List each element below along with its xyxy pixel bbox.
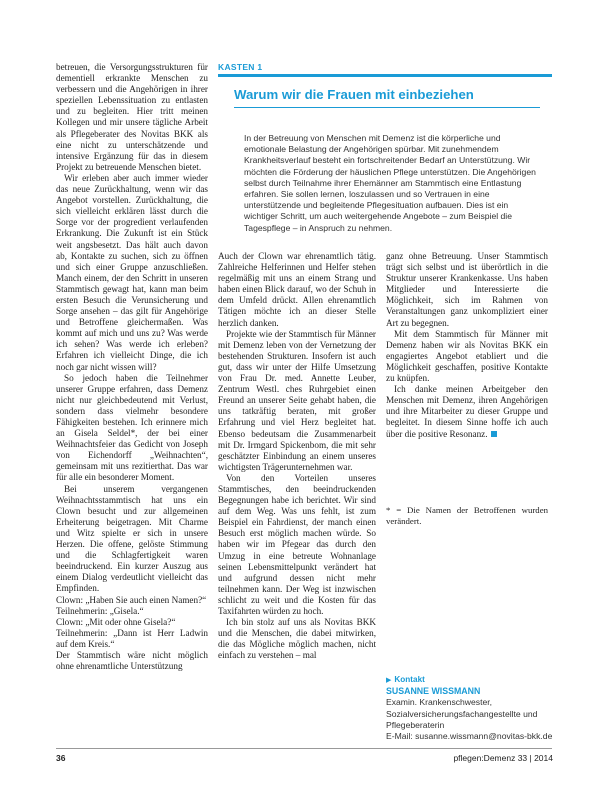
paragraph: So jedoch haben die Teilnehmer unserer Gruppe erfahren, dass Demenz nicht nur gleichbedeutend mit Verlust, sondern dass vielmehr besondere Fähigkeiten bestehen. Ich erinnere mich an Gisela Seldel*, der bei einer Weihnachtsfeier das Gedicht von Joseph von Eichendorff „Weihnachten“, gemeinsam mit uns rezitierthat. Das war für alle ein besonderer Moment. bbox=[56, 372, 208, 483]
paragraph: Ich bin stolz auf uns als Novitas BKK und die Menschen, die dabei mitwirken, die das Mögliche möglich machen, nicht einfach zu verstehen – mal bbox=[218, 617, 376, 661]
paragraph: ganz ohne Betreuung. Unser Stammtisch trägt sich selbst und ist überörtlich in die Struktur unserer Krankenkasse. Uns haben Mitglieder und Interessierte die Möglichkeit, sich im Rahmen von Veranstaltungen ganz unkompliziert einer Art zu begegnen. bbox=[386, 251, 548, 328]
page-number: 36 bbox=[56, 753, 66, 763]
contact-name: SUSANNE WISSMANN bbox=[386, 686, 481, 697]
info-box bbox=[218, 74, 552, 247]
box-text: In der Betreuung von Menschen mit Demenz ist die körperliche und emotionale Belastung der Angehörigen spürbar. Mit zunehmendem Krankheitsverlauf besteht ein fortschreitender Bedarf an Unterstützung. Wir möchten die Förderung der häuslichen Pflege unterstützen. Die Angehörigen selbst durch Teilnahme ihrer Ehemänner am Stammtisch eine Entlastung erfahren. Sie sollen lernen, loszulassen und so Vertrauen in eine unterstützende und begleitende Pflegesituation aufbauen. Dies ist ein wichtiger Schritt, um auch weitergehende Angebote – zum Beispiel die Tagespflege – in Anspruch zu nehmen. bbox=[244, 133, 536, 233]
end-mark-icon bbox=[491, 431, 497, 437]
article-column-3 bbox=[386, 251, 548, 491]
contact-role: Examin. Krankenschwester, Sozialversicherungsfachangestellte und Pflegeberaterin bbox=[386, 697, 538, 730]
footer-divider bbox=[56, 748, 552, 749]
article-column-2 bbox=[218, 251, 376, 748]
paragraph: Der Stammtisch wäre nicht möglich ohne ehrenamtliche Unterstützung bbox=[56, 649, 208, 672]
box-title: Warum wir die Frauen mit einbeziehen bbox=[234, 87, 474, 102]
article-column-1 bbox=[56, 62, 208, 748]
contact-label: Kontakt bbox=[394, 675, 425, 684]
dialog-line: Teilnehmerin: „Dann ist Herr Ladwin auf dem Kreis.“ bbox=[56, 627, 208, 649]
paragraph: Mit dem Stammtisch für Männer mit Demenz haben wir als Novitas BKK ein engagiertes Angebot etabliert und die Möglichkeit geschaffen, positive Kontakte zu knüpfen. bbox=[386, 328, 548, 384]
publication-info: pflegen:Demenz 33 | 2014 bbox=[453, 753, 553, 763]
box-label: KASTEN 1 bbox=[218, 62, 263, 72]
paragraph: betreuen, die Versorgungsstrukturen für dementiell erkrankte Menschen zu verbessern und die Angehörigen in ihrer speziellen Lebenssituation zu entlasten und zu begleiten. Hier tritt meinen Kollegen und mir unsere tägliche Arbeit als Pflegeberater des Novitas BKK als eine nicht zu unterschätzende und intensive Ergänzung für das in diesem Projekt zu betreuende Menschen bietet. bbox=[56, 62, 208, 172]
contact-box bbox=[386, 674, 556, 742]
contact-email[interactable]: E-Mail: susanne.wissmann@novitas-bkk.de bbox=[386, 731, 553, 742]
paragraph-text: Ich danke meinen Arbeitgeber den Menschen mit Demenz, ihren Angehörigen und ihre Mitarbeiter zu dieser Gruppe und begleitet. In diesem Sinne hoffe ich auch über die positive Resonanz. bbox=[386, 384, 548, 439]
paragraph: Auch der Clown war ehrenamtlich tätig. Zahlreiche Helferinnen und Helfer stehen regelmäßig mit uns an einem Strang und haben einen Blick darauf, wo der Schuh in dem Umfeld drückt. Allen ehrenamtlich Tätigen möchte ich an dieser Stelle herzlich danken. bbox=[218, 251, 376, 328]
arrow-right-icon: ▶ bbox=[386, 677, 392, 684]
paragraph bbox=[386, 384, 548, 439]
box-divider bbox=[234, 107, 540, 108]
dialog-line: Teilnehmerin: „Gisela.“ bbox=[56, 605, 144, 616]
paragraph: Von den Vorteilen unseres Stammtisches, den beeindruckenden Begegnungen habe ich berichtet. Wir sind auf dem Weg. Was uns fehlt, ist zum Beispiel ein Fahrdienst, der manch einen Besuch erst möglich machen würde. So haben wir im Pfegear das durch den Umzug in eine betreute Wohnanlage seinen Lebensmittelpunkt verändert hat und aufgrund dessen nicht mehr teilnehmen kann. Der Weg ist inzwischen schlicht zu weit und die Kosten für das Taxifahrten würden zu hoch. bbox=[218, 472, 376, 616]
box-body bbox=[244, 133, 544, 234]
paragraph: Projekte wie der Stammtisch für Männer mit Demenz leben von der Vernetzung der bestehenden Strukturen. Insofern ist auch gut, dass wir unter der Hilfe Umsetzung von Frau Dr. med. Annette Leuber, Zentrum Westl. ches Ruhrgebiet einen Freund an unserer Seite gehabt haben, die uns tatkräftig beraten, mit großer Erfahrung und viel Herz begleitet hat. Ebenso bedeutsam die Zusammenarbeit mit Dr. Irmgard Spickenbom, die mit sehr geschätzter Einbindung an einem unseres wichtigsten Trägerunternehmen war. bbox=[218, 328, 376, 472]
footnote: * = Die Namen der Betroffenen wurden verändert. bbox=[386, 505, 548, 527]
dialog-line: Clown: „Mit oder ohne Gisela?“ bbox=[56, 616, 176, 627]
dialog-line: Clown: „Haben Sie auch einen Namen?“ bbox=[56, 594, 207, 605]
paragraph: Bei unserem vergangenen Weihnachtsstammtisch hat uns ein Clown besucht und zur allgemeinen Erheiterung beigetragen. Mit Charme und Witz spielte er sich in unsere Herzen. Die offene, gelöste Stimmung und die Schlagfertigkeit waren beeindruckend. Ein kurzer Auszug aus einem Dialog verdeutlicht vielleicht das Empfinden. bbox=[56, 483, 208, 594]
paragraph: Wir erleben aber auch immer wieder das neue Zurückhaltung, wenn wir das Angebot vorstellen. Zurückhaltung, die sich vielleicht erklären lässt durch die Sorge vor der progredient verlaufenden Erkrankung. Die Zukunft ist ein Stück weit angsbesetzt. Das hält auch davon ab, Kontakte zu suchen, sich zu öffnen und sich einer Gruppe anzuschließen. Manch einem, der den Schritt in unseren Stammtisch gewagt hat, kann man beim ersten Besuch die Verunsicherung und Sorge ansehen – das gilt für Angehörige und Betroffene gleichermaßen. Was kommt auf mich und uns zu? Was werde ich sehen? Was werde ich erleben? Erfahren ich vielleicht Dinge, die ich noch gar nicht wissen will? bbox=[56, 172, 208, 372]
